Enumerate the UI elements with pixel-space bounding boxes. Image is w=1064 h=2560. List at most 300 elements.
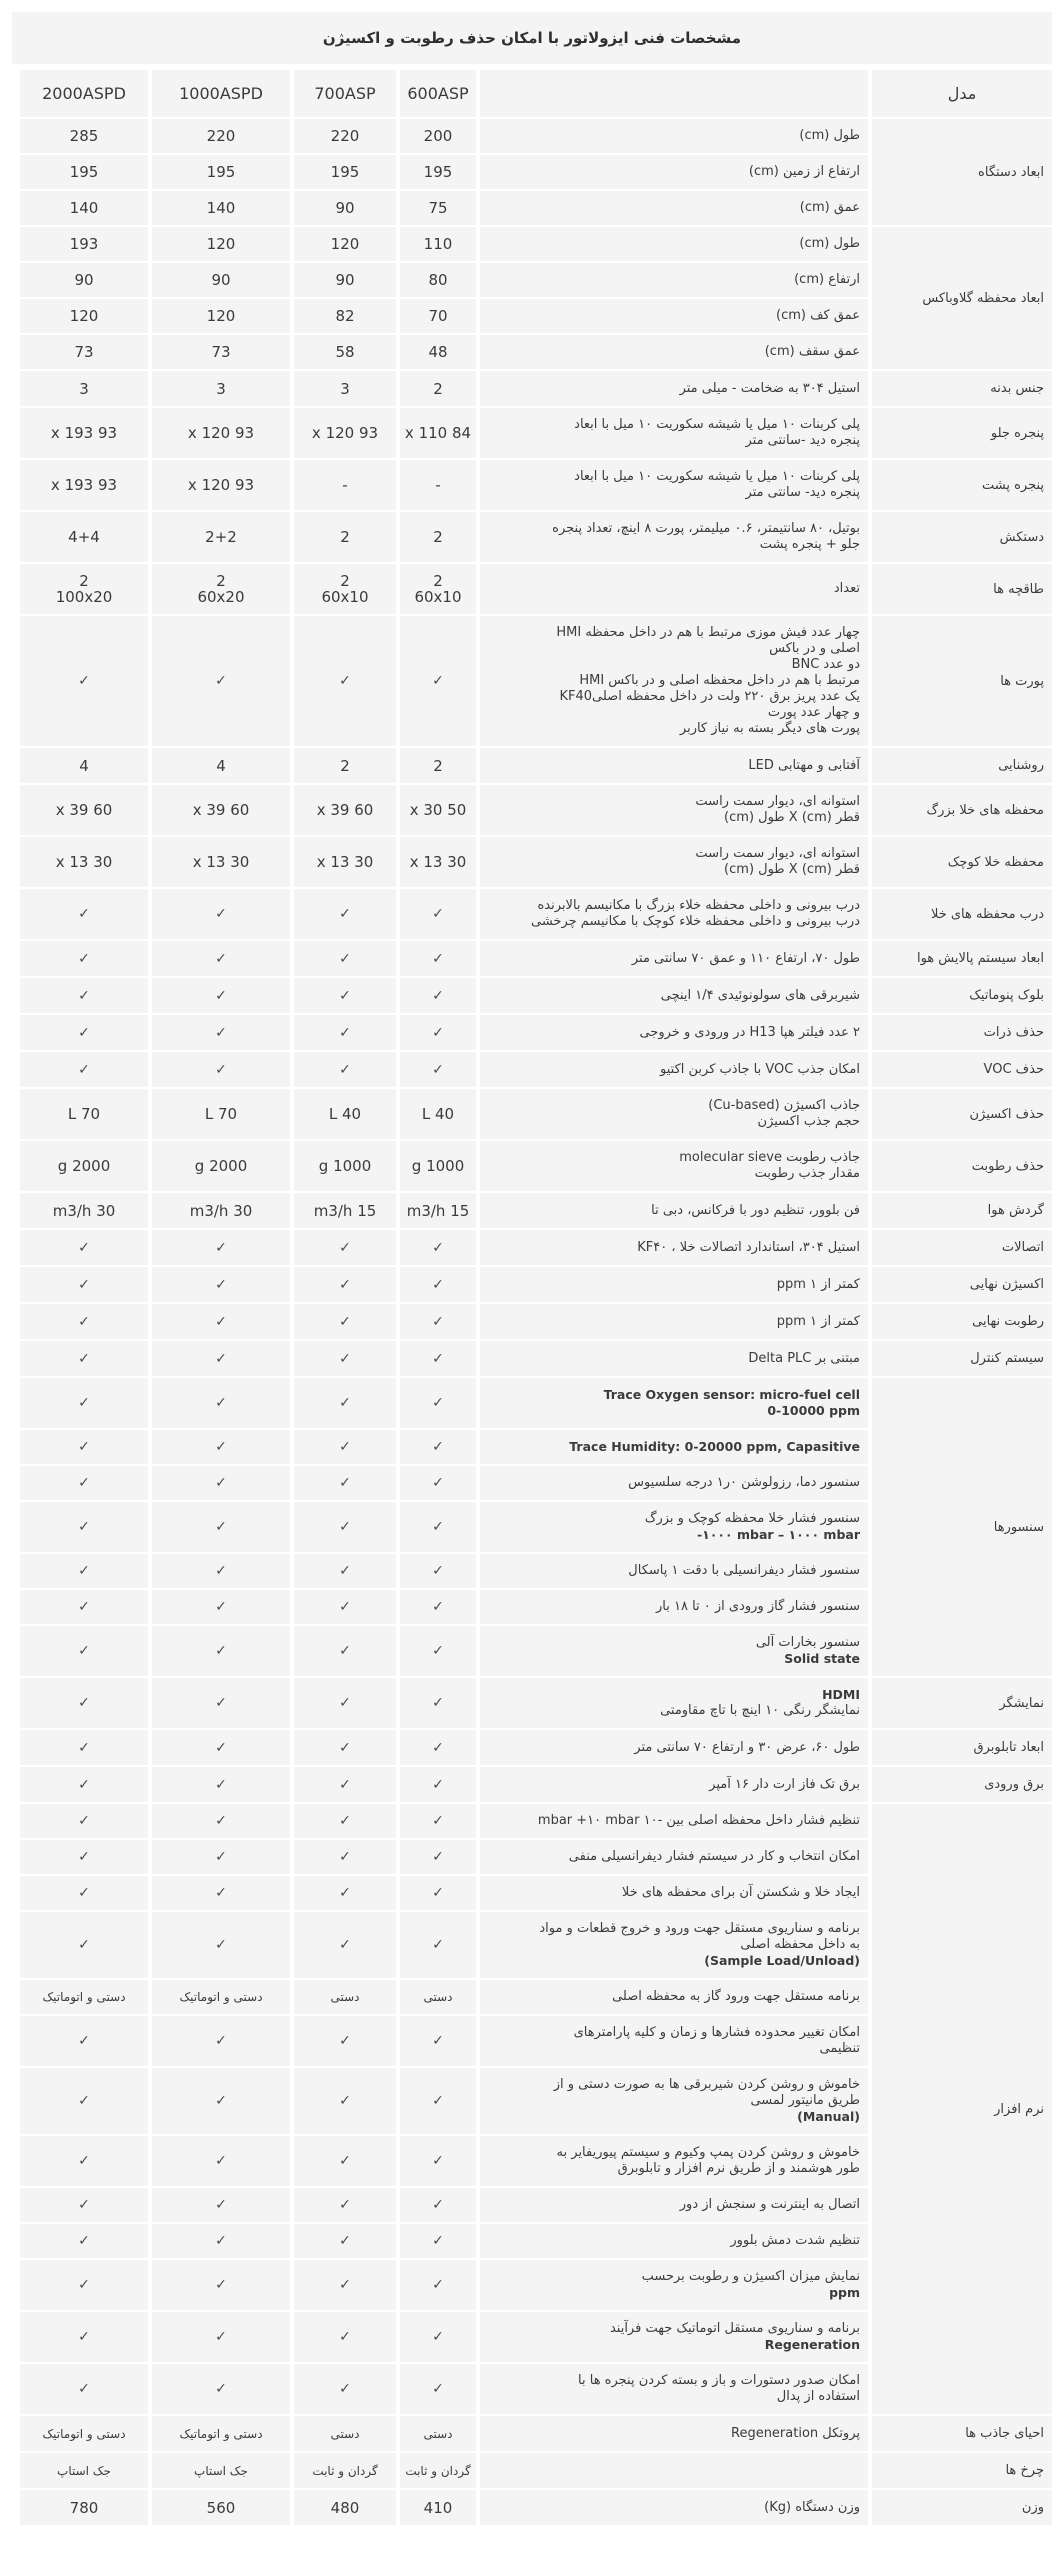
spec-cell (480, 408, 868, 458)
spec-line: طول (cm) (799, 236, 860, 251)
spec-line: درب بیرونی و داخلی محفظه خلاء کوچک با مکانیسم چرخشی (531, 914, 860, 929)
table-row (20, 512, 1052, 562)
spec-cell (480, 1730, 868, 1765)
spec-cell (480, 1378, 868, 1428)
check-cell: ✓ (152, 1590, 290, 1624)
category-header: مدل (872, 70, 1052, 117)
value-cell: 93 x 193 (20, 460, 148, 510)
spec-cell (480, 978, 868, 1013)
value-cell: 4+4 (20, 512, 148, 562)
value-cell: 195 (152, 155, 290, 189)
value-cell: 84 x 110 (400, 408, 476, 458)
spec-cell (480, 1267, 868, 1302)
spec-cell (480, 748, 868, 783)
spec-line: مبتنی بر Delta PLC (748, 1350, 860, 1366)
spec-line: (Manual) (797, 2109, 860, 2124)
spec-cell (480, 785, 868, 835)
table-row (20, 1015, 1052, 1050)
spec-cell (480, 1230, 868, 1265)
value-line: 2 (216, 572, 226, 590)
spec-line: قطر (cm) X طول (cm) (724, 862, 860, 877)
spec-line: ارتفاع از زمین (cm) (748, 164, 860, 179)
check-cell: ✓ (294, 2188, 396, 2222)
spec-line: دو عدد BNC (791, 657, 860, 672)
category-cell: سیستم کنترل (872, 1341, 1052, 1376)
category-cell: پورت ها (872, 616, 1052, 746)
check-cell: ✓ (294, 1502, 396, 1552)
spec-cell (480, 2260, 868, 2310)
spec-cell (480, 564, 868, 614)
value-cell: 140 (152, 191, 290, 225)
check-cell: ✓ (294, 1590, 396, 1624)
check-cell: ✓ (20, 2364, 148, 2414)
check-cell: ✓ (152, 1678, 290, 1728)
spec-cell (480, 2188, 868, 2222)
value-cell: 2 (400, 512, 476, 562)
value-cell: 2000 g (152, 1141, 290, 1191)
table-row (20, 1804, 1052, 1838)
check-cell: ✓ (294, 2068, 396, 2134)
table-row (20, 1304, 1052, 1339)
check-cell: ✓ (400, 978, 476, 1013)
check-cell: ✓ (20, 2224, 148, 2258)
model-header-2000aspd: 2000ASPD (20, 70, 148, 117)
check-cell: ✓ (294, 2312, 396, 2362)
check-cell: ✓ (152, 2136, 290, 2186)
table-row (20, 408, 1052, 458)
value-cell: جک استاپ (20, 2453, 148, 2488)
value-cell: 93 x 120 (152, 460, 290, 510)
check-cell: ✓ (20, 1912, 148, 1978)
check-cell: ✓ (294, 2364, 396, 2414)
spec-line: استیل ۳۰۴ به ضخامت - میلی متر (679, 380, 860, 396)
check-cell: ✓ (152, 1052, 290, 1087)
value-cell: 3 (20, 371, 148, 406)
value-cell: 93 x 120 (152, 408, 290, 458)
value-cell (20, 564, 148, 614)
value-cell: 30 x 13 (294, 837, 396, 887)
check-cell: ✓ (152, 2068, 290, 2134)
spec-cell (480, 2453, 868, 2488)
spec-cell (480, 2068, 868, 2134)
value-line: 60x10 (414, 588, 462, 606)
check-cell: ✓ (20, 2016, 148, 2066)
value-cell: 90 (294, 191, 396, 225)
spec-line: پلی کربنات ۱۰ میل یا شیشه سکوریت ۱۰ میل با ابعاد (574, 469, 860, 484)
check-cell: ✓ (400, 2224, 476, 2258)
spec-line: ppm (829, 2285, 860, 2300)
spec-line: برنامه و سناریوی مستقل اتوماتیک جهت فرآیند (609, 2321, 860, 2336)
check-cell: ✓ (20, 2136, 148, 2186)
spec-line: برق تک فاز ارت دار ۱۶ آمپر (709, 1776, 860, 1792)
check-cell: ✓ (152, 616, 290, 746)
spec-line: مقدار جذب رطوبت (754, 1166, 860, 1181)
category-cell: نرم افزار (872, 1804, 1052, 2414)
spec-table-body (20, 119, 1052, 2525)
check-cell: ✓ (20, 2312, 148, 2362)
spec-line: اتصال به اینترنت و سنجش از دور (679, 2197, 860, 2212)
value-cell: 410 (400, 2490, 476, 2525)
check-cell: ✓ (20, 1430, 148, 1464)
value-cell: 3 (294, 371, 396, 406)
check-cell: ✓ (294, 2016, 396, 2066)
value-cell: 90 (294, 263, 396, 297)
check-cell: ✓ (294, 1678, 396, 1728)
spec-line: به داخل محفظه اصلی (740, 1937, 860, 1952)
table-row (20, 1341, 1052, 1376)
value-cell: 140 (20, 191, 148, 225)
check-cell: ✓ (400, 2312, 476, 2362)
check-cell: ✓ (400, 2188, 476, 2222)
spec-line: امکان جذب VOC با جاذب کربن اکتیو (660, 1061, 860, 1077)
spec-line: فن بلوور، تنظیم دور با فرکانس، دبی تا (651, 1202, 860, 1218)
check-cell: ✓ (400, 1804, 476, 1838)
value-cell: دستی و اتوماتیک (152, 1980, 290, 2014)
table-row (20, 1141, 1052, 1191)
model-header-700asp: 700ASP (294, 70, 396, 117)
check-cell: ✓ (20, 2068, 148, 2134)
spec-line: استیل ۳۰۴، استاندارد اتصالات خلا ، KF۴۰ (637, 1239, 860, 1255)
table-row (20, 978, 1052, 1013)
spec-line: خاموش و روشن کردن شیربرقی ها به صورت دستی و از (553, 2077, 860, 2092)
spec-cell (480, 335, 868, 369)
check-cell: ✓ (152, 889, 290, 939)
spec-line: تنظیم شدت دمش بلوور (730, 2233, 860, 2248)
value-line: 100x20 (55, 588, 113, 606)
spec-cell (480, 1840, 868, 1874)
spec-line: پنجره دید -سانتی متر (745, 433, 860, 448)
value-cell: دستی و اتوماتیک (20, 1980, 148, 2014)
value-cell: 70 L (20, 1089, 148, 1139)
value-cell: 70 (400, 299, 476, 333)
category-cell: ابعاد محفظه گلاوباکس (872, 227, 1052, 369)
check-cell: ✓ (400, 1554, 476, 1588)
category-cell: جنس بدنه (872, 371, 1052, 406)
spec-cell (480, 2490, 868, 2525)
category-cell: حذف ذرات (872, 1015, 1052, 1050)
spec-line: امکان تغییر محدوده فشارها و زمان و کلیه پارامترهای (573, 2025, 860, 2040)
spec-line: عمق سقف (cm) (764, 344, 860, 359)
value-cell: 15 m3/h (400, 1193, 476, 1228)
value-cell: 80 (400, 263, 476, 297)
value-cell: 120 (152, 227, 290, 261)
value-cell: دستی (294, 2416, 396, 2451)
check-cell: ✓ (20, 1767, 148, 1802)
check-cell: ✓ (152, 1267, 290, 1302)
spec-line: برنامه مستقل جهت ورود گاز به محفظه اصلی (612, 1989, 860, 2004)
table-row (20, 564, 1052, 614)
value-cell: 60 x 39 (152, 785, 290, 835)
spec-cell (480, 2416, 868, 2451)
value-cell: 195 (20, 155, 148, 189)
category-cell: ابعاد دستگاه (872, 119, 1052, 225)
spec-line: قطر (cm) X طول (cm) (724, 810, 860, 825)
check-cell: ✓ (294, 889, 396, 939)
spec-cell (480, 119, 868, 153)
check-cell: ✓ (152, 978, 290, 1013)
spec-line: Regeneration (764, 2337, 860, 2352)
value-cell: 30 x 13 (152, 837, 290, 887)
spec-cell (480, 371, 868, 406)
check-cell: ✓ (400, 1730, 476, 1765)
table-row (20, 1052, 1052, 1087)
value-cell: 4 (20, 748, 148, 783)
check-cell: ✓ (152, 2188, 290, 2222)
value-cell: دستی (294, 1980, 396, 2014)
value-cell: 200 (400, 119, 476, 153)
check-cell: ✓ (294, 1767, 396, 1802)
spec-line: (Sample Load/Unload) (704, 1953, 860, 1968)
table-row (20, 1378, 1052, 1428)
table-row (20, 2490, 1052, 2525)
table-row (20, 371, 1052, 406)
check-cell: ✓ (20, 1267, 148, 1302)
category-cell: سنسورها (872, 1378, 1052, 1676)
check-cell: ✓ (400, 2016, 476, 2066)
value-cell: 50 x 30 (400, 785, 476, 835)
spec-line: یک عدد پریز برق ۲۲۰ ولت در داخل محفظه اصلیKF40 (559, 689, 860, 704)
value-cell: 1000 g (294, 1141, 396, 1191)
check-cell: ✓ (294, 2260, 396, 2310)
spec-cell (480, 460, 868, 510)
check-cell: ✓ (20, 1230, 148, 1265)
spec-line: بوتیل، ۸۰ سانتیمتر، ۰.۶ میلیمتر، پورت ۸ اینچ، تعداد پنجره (552, 521, 860, 536)
category-cell: محفظه های خلا بزرگ (872, 785, 1052, 835)
category-cell: نمایشگر (872, 1678, 1052, 1728)
spec-cell (480, 1015, 868, 1050)
check-cell: ✓ (400, 1052, 476, 1087)
spec-line: ارتفاع (cm) (794, 272, 860, 287)
check-cell: ✓ (294, 1876, 396, 1910)
spec-line: نمایشگر رنگی ۱۰ اینچ با تاچ مقاومتی (660, 1703, 860, 1718)
spec-line: -۱۰۰۰ mbar – ۱۰۰۰ mbar (696, 1527, 860, 1542)
spec-line: پروتکل Regeneration (731, 2425, 860, 2441)
check-cell: ✓ (152, 1015, 290, 1050)
spec-cell (480, 155, 868, 189)
spec-line: Trace Oxygen sensor: micro-fuel cell (603, 1387, 860, 1402)
category-cell: حذف اکسیژن (872, 1089, 1052, 1139)
category-cell: گردش هوا (872, 1193, 1052, 1228)
spec-cell (480, 191, 868, 225)
check-cell: ✓ (20, 1304, 148, 1339)
category-cell: درب محفظه های خلا (872, 889, 1052, 939)
check-cell: ✓ (152, 1730, 290, 1765)
value-cell: 110 (400, 227, 476, 261)
check-cell: ✓ (400, 1430, 476, 1464)
table-row (20, 1193, 1052, 1228)
spec-cell (480, 1304, 868, 1339)
check-cell: ✓ (294, 1341, 396, 1376)
value-line: 2 (433, 572, 443, 590)
check-cell: ✓ (294, 616, 396, 746)
check-cell: ✓ (400, 1267, 476, 1302)
category-cell: دستکش (872, 512, 1052, 562)
value-cell: 30 x 13 (20, 837, 148, 887)
spec-line: وزن دستگاه (Kg) (764, 2499, 860, 2515)
value-cell: 1000 g (400, 1141, 476, 1191)
check-cell: ✓ (20, 1502, 148, 1552)
check-cell: ✓ (152, 1466, 290, 1500)
value-cell: 82 (294, 299, 396, 333)
value-line: 60x20 (197, 588, 245, 606)
category-cell: پنجره پشت (872, 460, 1052, 510)
spec-table (16, 68, 1056, 2527)
value-cell: 2 (294, 748, 396, 783)
table-row (20, 119, 1052, 153)
spec-cell (480, 2312, 868, 2362)
spec-line: پلی کربنات ۱۰ میل یا شیشه سکوریت ۱۰ میل با ابعاد (574, 417, 860, 432)
spec-line: استوانه ای، دیوار سمت راست (695, 846, 860, 861)
check-cell: ✓ (294, 1730, 396, 1765)
spec-header-empty (480, 70, 868, 117)
value-cell: دستی (400, 2416, 476, 2451)
check-cell: ✓ (152, 1341, 290, 1376)
value-cell: 2 (400, 748, 476, 783)
spec-line: امکان انتخاب و کار در سیستم فشار دیفرانسیلی منفی (568, 1849, 860, 1864)
spec-cell (480, 1341, 868, 1376)
spec-line: شیربرقی های سولونوئیدی ۱/۴ اینچی (660, 987, 860, 1003)
category-cell: طاقچه ها (872, 564, 1052, 614)
value-cell: 73 (152, 335, 290, 369)
value-cell: 93 x 120 (294, 408, 396, 458)
model-header-row (20, 70, 1052, 117)
spec-line: سنسور دما، رزولوشن ۰ر۱ درجه سلسیوس (628, 1475, 860, 1490)
spec-cell (480, 1678, 868, 1728)
category-cell: اتصالات (872, 1230, 1052, 1265)
check-cell: ✓ (400, 1230, 476, 1265)
spec-line: جاذب اکسیژن (Cu-based) (708, 1098, 860, 1113)
spec-line: سنسور فشار گاز ورودی از ۰ تا ۱۸ بار (655, 1599, 860, 1614)
check-cell: ✓ (152, 1626, 290, 1676)
check-cell: ✓ (152, 2364, 290, 2414)
value-line: 60x10 (321, 588, 369, 606)
spec-cell (480, 1590, 868, 1624)
check-cell: ✓ (400, 1378, 476, 1428)
model-header-1000aspd: 1000ASPD (152, 70, 290, 117)
category-cell: برق ورودی (872, 1767, 1052, 1802)
check-cell: ✓ (20, 1378, 148, 1428)
check-cell: ✓ (294, 1466, 396, 1500)
check-cell: ✓ (400, 2260, 476, 2310)
value-cell: 120 (20, 299, 148, 333)
spec-line: برنامه و سناریوی مستقل جهت ورود و خروج قطعات و مواد (539, 1921, 860, 1936)
check-cell: ✓ (400, 1912, 476, 1978)
spec-line: سنسور فشار دیفرانسیلی با دقت ۱ پاسکال (628, 1563, 860, 1578)
table-row (20, 889, 1052, 939)
value-cell: گردان و ثابت (294, 2453, 396, 2488)
value-cell: 480 (294, 2490, 396, 2525)
check-cell: ✓ (20, 1626, 148, 1676)
category-cell: پنجره جلو (872, 408, 1052, 458)
value-cell: 30 m3/h (20, 1193, 148, 1228)
check-cell: ✓ (20, 1590, 148, 1624)
table-row (20, 1089, 1052, 1139)
spec-line: کمتر از ۱ ppm (776, 1313, 860, 1329)
check-cell: ✓ (294, 1015, 396, 1050)
check-cell: ✓ (20, 616, 148, 746)
spec-cell (480, 1052, 868, 1087)
spec-cell (480, 2016, 868, 2066)
value-cell: 220 (152, 119, 290, 153)
value-cell: 195 (294, 155, 396, 189)
check-cell: ✓ (152, 1554, 290, 1588)
table-row (20, 460, 1052, 510)
category-cell: حذف رطوبت (872, 1141, 1052, 1191)
spec-line: تعداد (833, 581, 860, 596)
value-cell: 2 (400, 371, 476, 406)
check-cell: ✓ (152, 1304, 290, 1339)
spec-cell (480, 1089, 868, 1139)
spec-cell (480, 1430, 868, 1464)
spec-cell (480, 1466, 868, 1500)
value-cell: 30 x 13 (400, 837, 476, 887)
spec-line: طریق مانیتور لمسی (750, 2093, 860, 2108)
spec-cell (480, 941, 868, 976)
check-cell: ✓ (152, 1502, 290, 1552)
check-cell: ✓ (400, 1341, 476, 1376)
value-line: 2 (340, 572, 350, 590)
check-cell: ✓ (400, 1840, 476, 1874)
check-cell: ✓ (20, 1840, 148, 1874)
table-row (20, 1767, 1052, 1802)
check-cell: ✓ (20, 1730, 148, 1765)
check-cell: ✓ (400, 1767, 476, 1802)
check-cell: ✓ (294, 978, 396, 1013)
check-cell: ✓ (294, 1804, 396, 1838)
spec-line: آفتابی و مهتابی LED (748, 757, 860, 773)
check-cell: ✓ (400, 941, 476, 976)
check-cell: ✓ (152, 2224, 290, 2258)
check-cell: ✓ (400, 1502, 476, 1552)
spec-line: مرتبط با هم در داخل محفظه اصلی و در باکس HMI (579, 673, 860, 688)
value-cell: جک استاپ (152, 2453, 290, 2488)
spec-line: جاذب رطوبت molecular sieve (679, 1150, 860, 1165)
check-cell: ✓ (400, 1876, 476, 1910)
value-cell: 195 (400, 155, 476, 189)
value-cell: 58 (294, 335, 396, 369)
page-title: مشخصات فنی ایزولاتور با امکان حذف رطوبت و اکسیژن (12, 12, 1052, 64)
value-cell: - (294, 460, 396, 510)
table-row (20, 227, 1052, 261)
check-cell: ✓ (20, 889, 148, 939)
category-cell: ابعاد سیستم پالایش هوا (872, 941, 1052, 976)
value-cell: 60 x 39 (294, 785, 396, 835)
check-cell: ✓ (294, 1267, 396, 1302)
value-cell: 2+2 (152, 512, 290, 562)
check-cell: ✓ (400, 616, 476, 746)
check-cell: ✓ (400, 1590, 476, 1624)
spec-cell (480, 1502, 868, 1552)
spec-line: امکان صدور دستورات و باز و بسته کردن پنجره ها با (578, 2373, 860, 2388)
spec-line: HDMI (822, 1687, 860, 1702)
check-cell: ✓ (294, 1230, 396, 1265)
spec-line: سنسور بخارات آلی (755, 1635, 860, 1650)
check-cell: ✓ (400, 2364, 476, 2414)
spec-line: طول (cm) (799, 128, 860, 143)
table-row (20, 2416, 1052, 2451)
check-cell: ✓ (400, 1015, 476, 1050)
value-cell: 560 (152, 2490, 290, 2525)
table-row (20, 1678, 1052, 1728)
check-cell: ✓ (400, 1626, 476, 1676)
category-cell: احیای جاذب ها (872, 2416, 1052, 2451)
category-cell: ابعاد تابلوبرق (872, 1730, 1052, 1765)
check-cell: ✓ (294, 1840, 396, 1874)
category-cell: رطوبت نهایی (872, 1304, 1052, 1339)
spec-line: طول ۶۰، عرض ۳۰ و ارتفاع ۷۰ سانتی متر (634, 1739, 860, 1755)
spec-cell (480, 837, 868, 887)
check-cell: ✓ (20, 1052, 148, 1087)
